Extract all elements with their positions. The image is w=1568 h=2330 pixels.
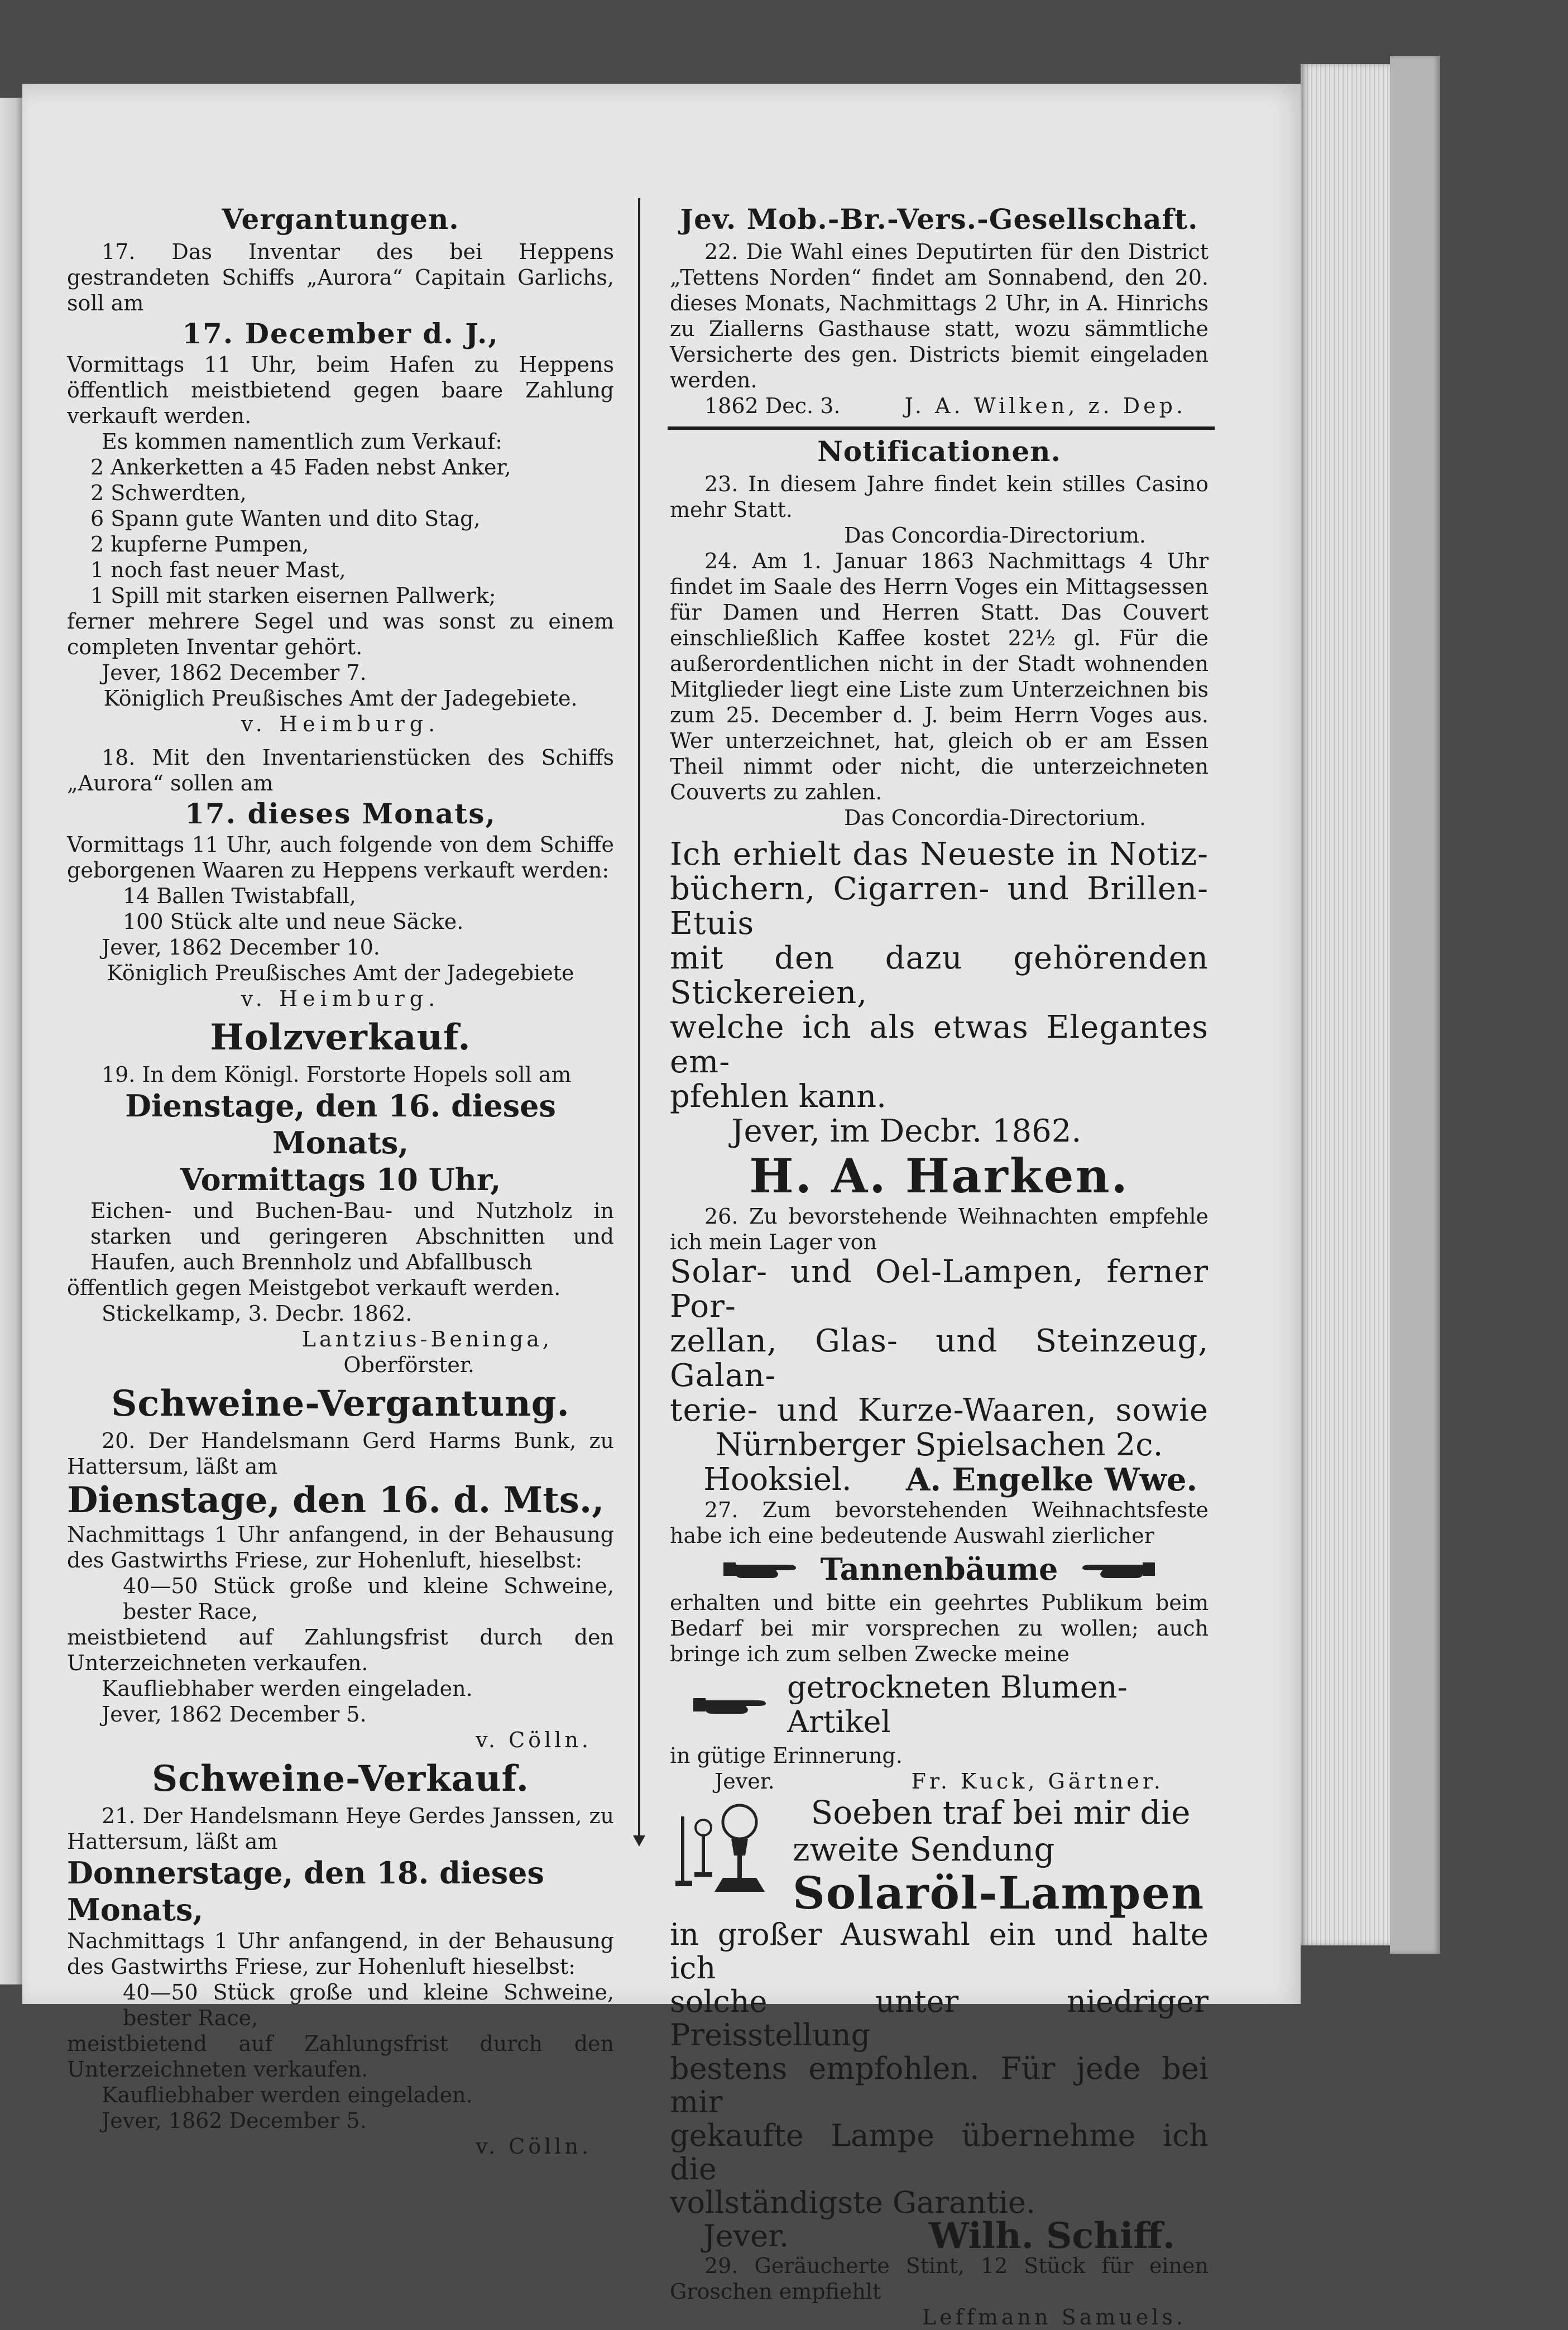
book-cover-edge	[1390, 56, 1440, 1954]
feature-text: Tannenbäume	[820, 1551, 1058, 1587]
section-heading: Vergantungen.	[222, 203, 459, 236]
list-item: 14 Ballen Twistabfall,	[123, 884, 356, 908]
ad-text: bestens empfohlen. Für jede bei mir	[670, 2051, 1209, 2120]
signature: Das Concordia-Directorium.	[843, 523, 1147, 548]
authority: Königlich Preußisches Amt der Jadegebiete.	[103, 686, 578, 711]
signature: Das Concordia-Directorium.	[843, 806, 1147, 830]
right-column	[670, 201, 1209, 2330]
notice-text: 23. In diesem Jahre findet kein stilles Casino mehr Statt.	[670, 472, 1209, 522]
signature: v. Cölln.	[476, 2134, 592, 2159]
notice-text: öffentlich gegen Meistgebot verkauft werden.	[67, 1276, 561, 1300]
notice-text: Eichen- und Buchen-Bau- und Nutzholz in starken und geringeren Abschnitten und Haufen, auch Brennholz und Abfallbusch	[90, 1198, 614, 1274]
notice-text: 40—50 Stück große und kleine Schweine, bester Race,	[123, 1980, 614, 2030]
product-name: Solaröl-Lampen	[793, 1867, 1205, 1919]
place: Hooksiel.	[703, 1461, 852, 1498]
advertiser-name: Wilh. Schiff.	[928, 2215, 1175, 2257]
signature: Lantzius-Beninga,	[301, 1327, 553, 1351]
notice-text: erhalten und bitte ein geehrtes Publikum beim Bedarf bei mir vorsprechen zu wollen; auch bringe ich zum selben Zwecke meine	[670, 1590, 1209, 1666]
signature: v. Heimburg.	[241, 712, 440, 736]
notice-text: Kaufliebhaber werden eingeladen.	[102, 1676, 473, 1701]
notice-date: 17. dieses Monats,	[185, 797, 496, 830]
signature-title: Oberförster.	[343, 1353, 474, 1377]
ad-text: vollständigste Garantie.	[670, 2185, 1036, 2220]
notice-text: in gütige Erinnerung.	[670, 1743, 903, 1768]
list-item: 100 Stück alte und neue Säcke.	[123, 909, 464, 934]
pointing-hand-icon	[692, 1693, 776, 1717]
schiff-ad	[670, 1794, 1209, 2257]
notice-text: Nachmittags 1 Uhr anfangend, in der Behausung des Gastwirths Friese, zur Hohenluft hieselbst:	[67, 1929, 614, 1979]
signature: Leffmann Samuels.	[922, 2305, 1186, 2329]
list-item: 1 Spill mit starken eisernen Pallwerk;	[90, 583, 496, 608]
notice-date: Dienstage, den 16. dieses Monats,	[125, 1088, 556, 1161]
list-item: 6 Spann gute Wanten und dito Stag,	[90, 506, 481, 531]
ad-text: Ich erhielt das Neueste in Notiz-	[670, 836, 1209, 872]
notice-text: ferner mehrere Segel und was sonst zu einem completen Inventar gehört.	[67, 609, 614, 659]
notice-text: 29. Geräucherte Stint, 12 Stück für einen Groschen empfiehlt	[670, 2254, 1209, 2304]
ad-text: in großer Auswahl ein und halte ich	[670, 1917, 1209, 1986]
ad-text: gekaufte Lampe übernehme ich die	[670, 2118, 1209, 2187]
notice-text: Vormittags 11 Uhr, auch folgende von dem Schiffe geborgenen Waaren zu Heppens verkauft werden:	[67, 832, 614, 883]
lamp-header	[670, 1794, 1209, 1918]
place-date: Jever, 1862 December 5.	[102, 1702, 367, 1727]
harken-ad	[670, 837, 1209, 1204]
notice-text: Kaufliebhaber werden eingeladen.	[102, 2083, 473, 2107]
place-date: Jever, 1862 December 5.	[102, 2108, 367, 2133]
ad-text: mit den dazu gehörenden Stickereien,	[670, 940, 1209, 1011]
notice-text: Nachmittags 1 Uhr anfangend, in der Behausung des Gastwirths Friese, zur Hohenluft, hieselbst:	[67, 1522, 614, 1572]
signature: Fr. Kuck, Gärtner.	[911, 1769, 1164, 1794]
facing-page-edge	[0, 98, 22, 1984]
notice-text: Vormittags 11 Uhr, beim Hafen zu Heppens öffentlich meistbietend gegen baare Zahlung verkauft werden.	[67, 352, 614, 428]
oil-lamp-icon	[670, 1794, 781, 1900]
section-rule	[668, 426, 1215, 430]
signature-row	[670, 1768, 1209, 1794]
signature: J. A. Wilken, z. Dep.	[904, 394, 1186, 418]
notice-text: meistbietend auf Zahlungsfrist durch den Unterzeichneten verkaufen.	[67, 2031, 614, 2082]
notice-date: Donnerstage, den 18. dieses Monats,	[67, 1855, 544, 1928]
notice-text: meistbietend auf Zahlungsfrist durch den Unterzeichneten verkaufen.	[67, 1625, 614, 1675]
list-item: 2 Schwerdten,	[90, 481, 247, 505]
notice-date: 1862 Dec. 3.	[704, 394, 841, 418]
feature-row	[670, 1552, 1209, 1586]
advertiser-name: A. Engelke Wwe.	[905, 1461, 1197, 1498]
list-item: 2 kupferne Pumpen,	[90, 532, 309, 557]
page-stack-edge	[1301, 64, 1390, 1945]
ad-text: solche unter niedriger Preisstellung	[670, 1984, 1209, 2053]
signature-row	[670, 1463, 1209, 1497]
section-heading: Holzverkauf.	[210, 1017, 471, 1058]
samuels-ad	[670, 2253, 1209, 2330]
place: Jever.	[703, 2218, 789, 2254]
engelke-ad	[670, 1204, 1209, 1497]
notice-text: 22. Die Wahl eines Deputirten für den District „Tettens Norden“ findet am Sonnabend, den 20. dieses Monats, Nachmittags 2 Uhr, in A. Hinrichs zu Ziallerns Gasthause statt, wozu sämmtliche Versicherte des gen. Districts biemit eingeladen werden.	[670, 239, 1209, 392]
notice-text: 26. Zu bevorstehende Weihnachten empfehle ich mein Lager von	[670, 1204, 1209, 1254]
signature-row	[670, 2215, 1209, 2257]
notice-text: 40—50 Stück große und kleine Schweine, bester Race,	[123, 1574, 614, 1624]
notice-date: Dienstage, den 16. d. Mts.,	[67, 1479, 605, 1521]
ad-text: Solar- und Oel-Lampen, ferner Por-	[670, 1254, 1209, 1325]
notice-text: 24. Am 1. Januar 1863 Nachmittags 4 Uhr findet im Saale des Herrn Voges ein Mittagsessen für Damen und Herren Statt. Das Couvert einschließlich Kaffee kostet 22½ gl. Für die außerordentlichen nicht in der Stadt wohnenden Mitglieder liegt eine Liste zum Unterzeichnen bis zum 25. December d. J. beim Herrn Voges aus. Wer unterzeichnet, hat, gleich ob er am Essen Theil nimmt oder nicht, die unterzeichneten Couverts zu zahlen.	[670, 549, 1209, 804]
signature-row	[670, 393, 1209, 419]
place-date: Jever, im Decbr. 1862.	[731, 1113, 1082, 1149]
notice-text: 21. Der Handelsmann Heye Gerdes Janssen, zu Hattersum, läßt am	[67, 1804, 614, 1854]
ad-text: Nürnberger Spielsachen 2c.	[715, 1427, 1163, 1463]
section-heading: Schweine-Vergantung.	[111, 1383, 570, 1425]
notice-text: 20. Der Handelsmann Gerd Harms Bunk, zu Hattersum, läßt am	[67, 1428, 614, 1479]
ad-text: zweite Sendung	[793, 1830, 1055, 1868]
place-date: Jever, 1862 December 10.	[102, 935, 380, 960]
kuck-ad	[670, 1497, 1209, 1794]
notice-text: 27. Zum bevorstehenden Weihnachtsfeste habe ich eine bedeutende Auswahl zierlicher	[670, 1498, 1209, 1548]
left-column	[67, 201, 614, 2159]
advertiser-name: H. A. Harken.	[749, 1148, 1129, 1204]
ad-text: Soeben traf bei mir die	[811, 1794, 1191, 1832]
ad-text: welche ich als etwas Elegantes em-	[670, 1009, 1209, 1080]
authority: Königlich Preußisches Amt der Jadegebiete	[107, 961, 574, 985]
ad-text: zellan, Glas- und Steinzeug, Galan-	[670, 1323, 1209, 1394]
section-heading: Schweine-Verkauf.	[151, 1758, 530, 1800]
feature-text: getrockneten Blumen-Artikel	[787, 1670, 1128, 1739]
ad-text: pfehlen kann.	[670, 1078, 886, 1115]
column-divider	[638, 198, 640, 1837]
notice-text: 18. Mit den Inventarienstücken des Schiffs „Aurora“ sollen am	[67, 745, 614, 795]
notice-text: 17. Das Inventar des bei Heppens gestrandeten Schiffs „Aurora“ Capitain Garlichs, soll am	[67, 239, 614, 315]
feature-row	[670, 1670, 1209, 1739]
lamp-lead	[781, 1794, 1209, 1918]
ad-text: terie- und Kurze-Waaren, sowie	[670, 1392, 1209, 1428]
list-item: 1 noch fast neuer Mast,	[90, 558, 346, 582]
list-item: 2 Ankerketten a 45 Faden nebst Anker,	[90, 455, 511, 480]
notice-text: 19. In dem Königl. Forstorte Hopels soll am	[102, 1062, 572, 1087]
signature: v. Cölln.	[476, 1728, 592, 1752]
ad-text: büchern, Cigarren- und Brillen-Etuis	[670, 871, 1209, 942]
place-date: Jever, 1862 December 7.	[102, 660, 367, 685]
section-heading: Notificationen.	[817, 435, 1061, 468]
section-heading: Jev. Mob.-Br.-Vers.-Gesellschaft.	[680, 203, 1198, 236]
notice-date: Vormittags 10 Uhr,	[180, 1162, 501, 1197]
pointing-hand-icon	[722, 1557, 806, 1581]
place-date: Stickelkamp, 3. Decbr. 1862.	[102, 1301, 413, 1326]
notice-text: Es kommen namentlich zum Verkauf:	[102, 429, 503, 454]
notice-date: 17. December d. J.,	[182, 317, 499, 350]
place: Jever.	[715, 1769, 775, 1794]
signature: v. Heimburg.	[241, 986, 440, 1011]
pointing-hand-icon	[1072, 1557, 1156, 1581]
